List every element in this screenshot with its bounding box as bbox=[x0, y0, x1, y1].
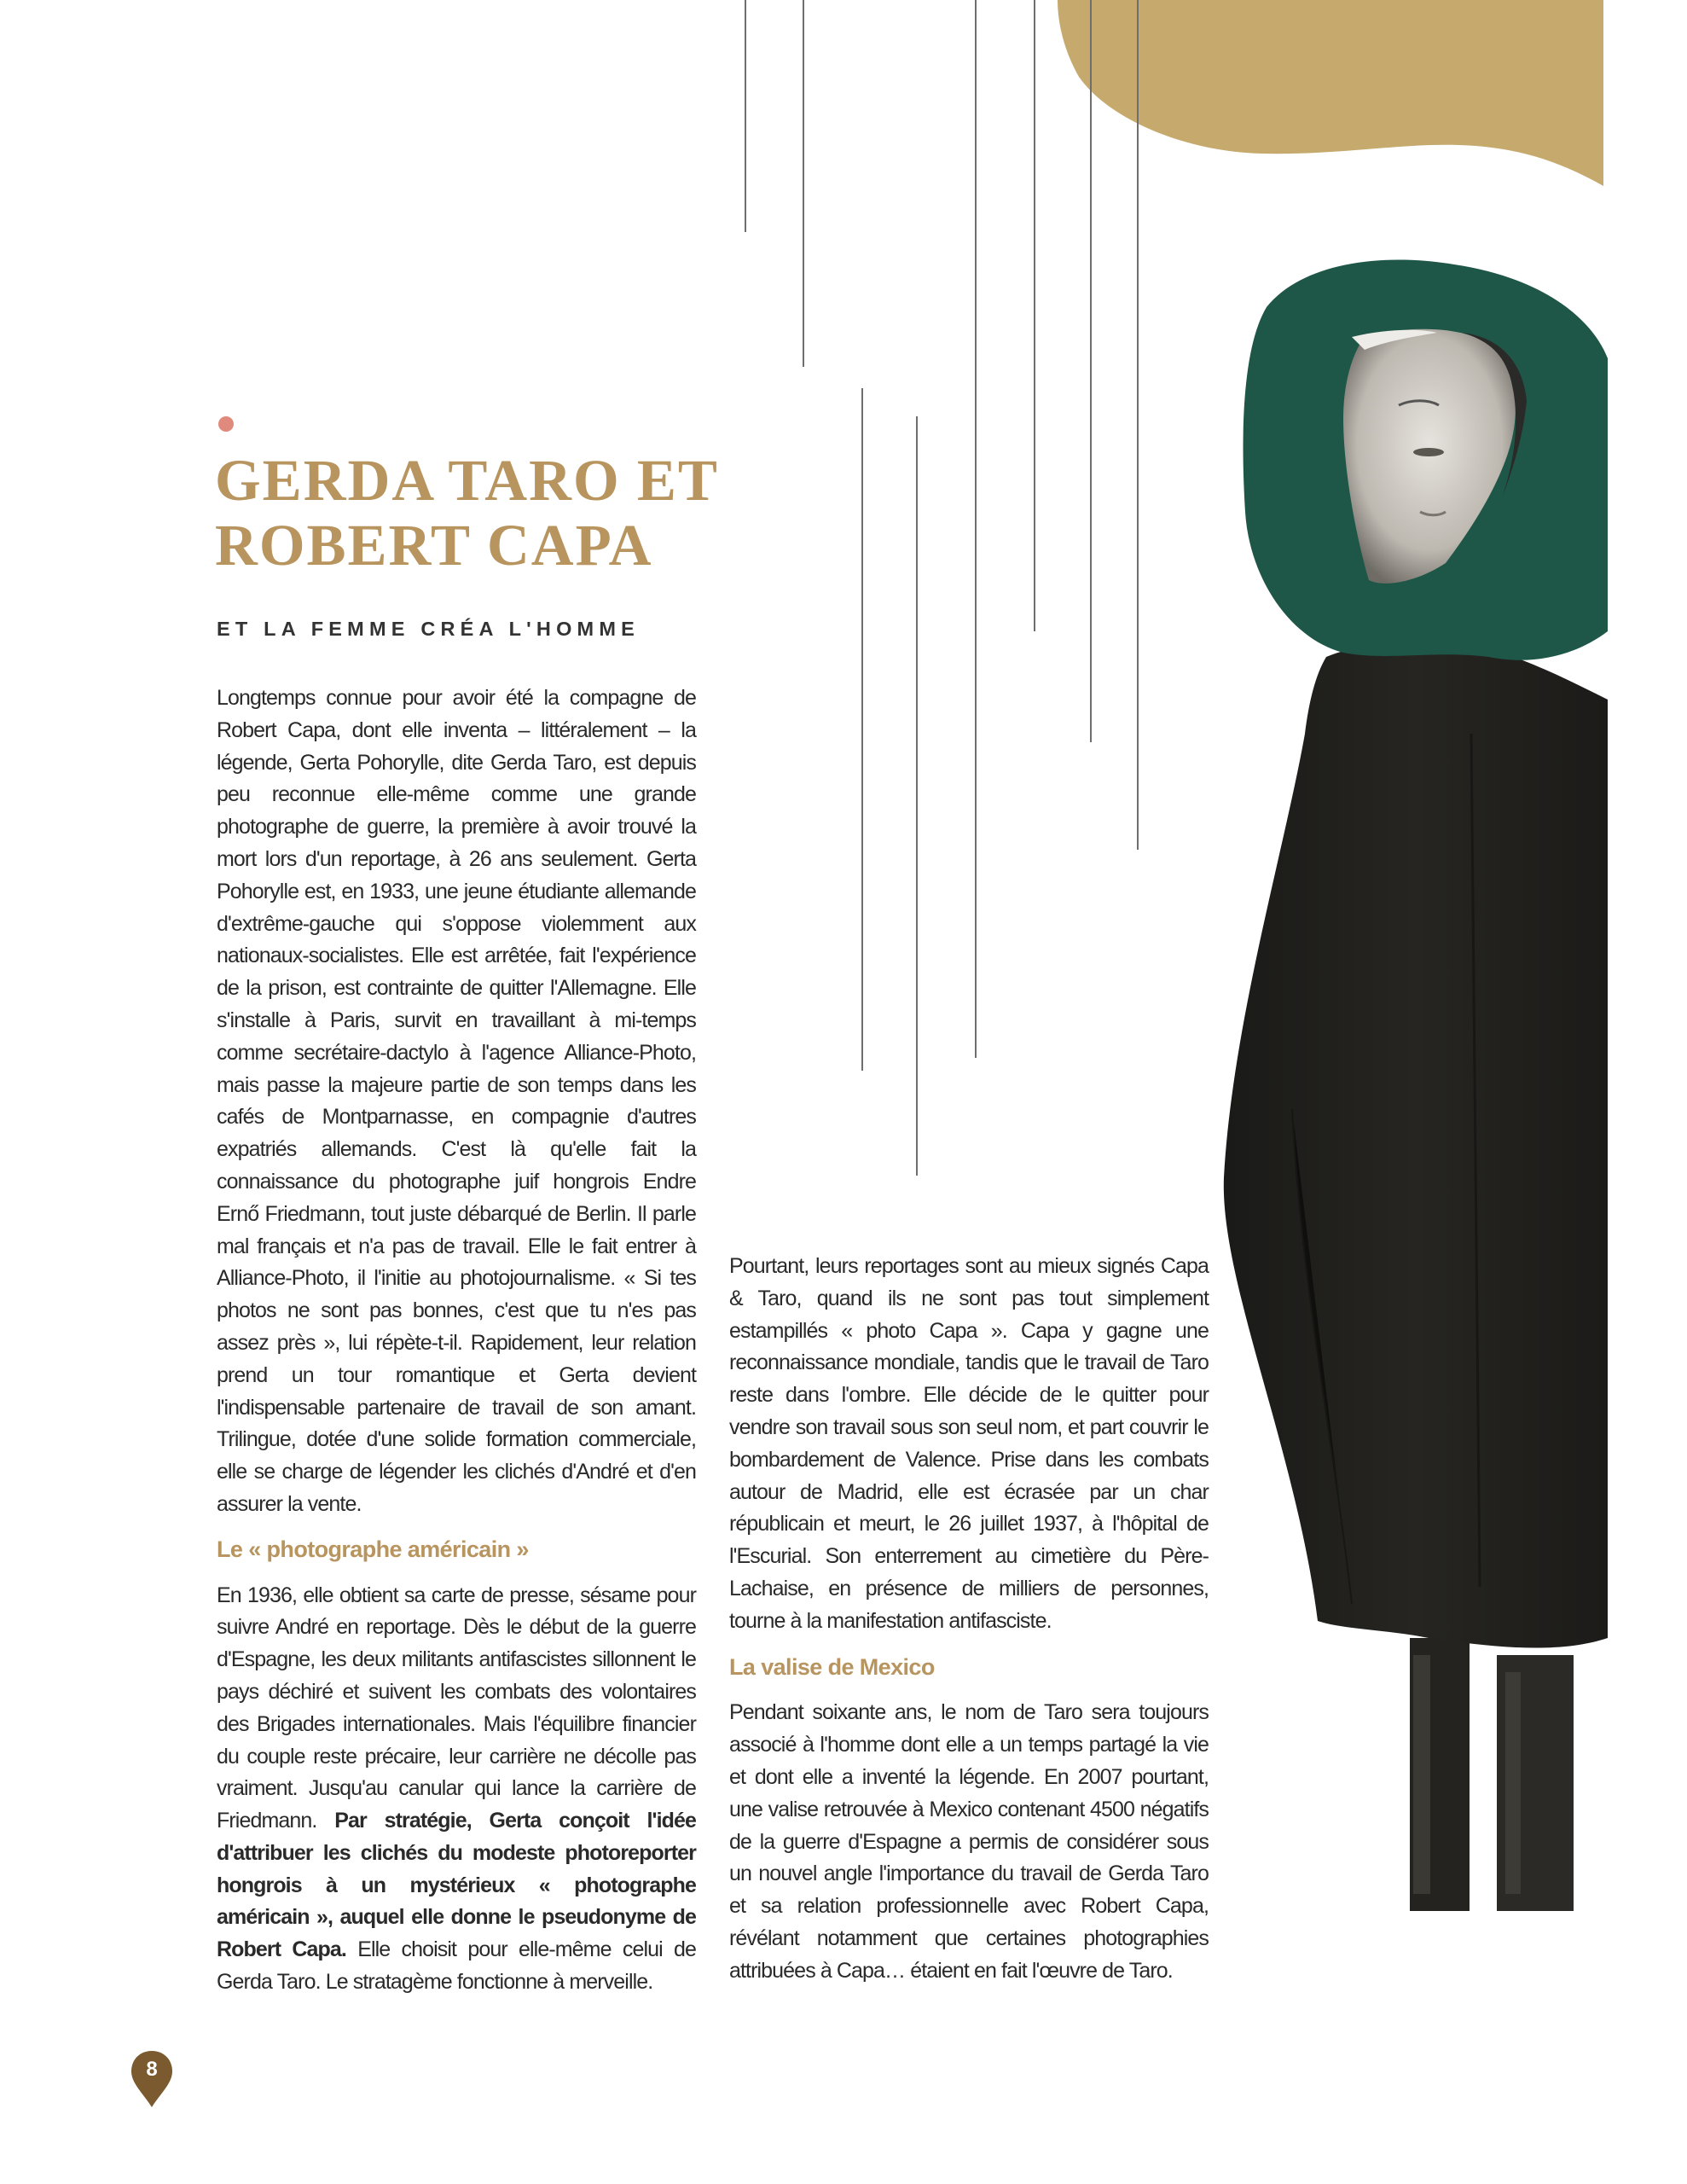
bold-text: Par stratégie, Gerta conçoit l'idée d'attribuer les clichés du modeste photoreporter hongrois à un mystérieux « photographe américain », auquel elle donne le pseudonyme de Robert Capa. bbox=[217, 1809, 696, 1962]
body-paragraph: Pourtant, leurs reportages sont au mieux signés Capa & Taro, quand ils ne sont pas tout simplement estampillés « photo Capa ». Capa y gagne une reconnaissance mondiale, tandis que le travail de Taro reste dans l'ombre. Elle décide de le quitter pour vendre son travail sous son seul nom, et part couvrir le bombardement de Valence. Prise dans les combats autour de Madrid, elle est écrasée par un char républicain et meurt, le 26 juillet 1937, à l'hôpital de l'Escurial. Son enterrement au cimetière du Père-Lachaise, en présence de milliers de personnes, tourne à la manifestation antifasciste. bbox=[729, 1254, 1209, 1633]
text-column-left bbox=[217, 682, 696, 1999]
title-line-1: GERDA TARO ET bbox=[215, 448, 719, 513]
text-column-right bbox=[729, 1251, 1209, 1988]
article-title bbox=[215, 448, 812, 578]
gerda-taro-photo bbox=[1215, 256, 1608, 1928]
decorative-line bbox=[1137, 0, 1139, 850]
page-number-marker bbox=[130, 2049, 174, 2109]
decorative-line bbox=[803, 0, 804, 367]
decorative-line bbox=[745, 0, 746, 232]
paragraph-text: En 1936, elle obtient sa carte de presse, sésame pour suivre André en reportage. Dès le début de la guerre d'Espagne, les deux militants antifascistes sillonnent le pays déchiré et suivent les combats des volontaires des Brigades internationales. Mais l'équilibre financier du couple reste précaire, leur carrière ne décolle pas vraiment. Jusqu'au canular qui lance la carrière de Friedmann. bbox=[217, 1583, 696, 1833]
paragraph-text: Elle choisit pour elle-même celui de Gerda Taro. Le stratagème fonctionne à merveille. bbox=[217, 1937, 697, 1995]
section-heading: Le « photographe américain » bbox=[217, 1536, 529, 1562]
decorative-line bbox=[1090, 0, 1092, 742]
body-paragraph: Pendant soixante ans, le nom de Taro sera toujours associé à l'homme dont elle a un temps partagé la vie et dont elle a inventé la légende. En 2007 pourtant, une valise retrouvée à Mexico contenant 4500 négatifs de la guerre d'Espagne a permis de considérer sous un nouvel angle l'importance du travail de Gerda Taro et sa relation professionnelle avec Robert Capa, révélant notamment que certaines photographies attribuées à Capa… étaient en fait l'œuvre de Taro. bbox=[729, 1700, 1209, 1983]
decorative-gold-shape bbox=[1058, 0, 1603, 186]
body-paragraph: Longtemps connue pour avoir été la compagne de Robert Capa, dont elle inventa – littéralement – la légende, Gerta Pohorylle, dite Gerda Taro, est depuis peu reconnue elle-même comme une grande photographe de guerre, la première à avoir trouvé la mort lors d'un reportage, à 26 ans seulement. Gerta Pohorylle est, en 1933, une jeune étudiante allemande d'extrême-gauche qui s'oppose violemment aux nationaux-socialistes. Elle est arrêtée, fait l'expérience de la prison, est contrainte de quitter l'Allemagne. Elle s'installe à Paris, survit en travaillant à mi-temps comme secrétaire-dactylo à l'agence Alliance-Photo, mais passe la majeure partie de son temps dans les cafés de Montparnasse, en compagnie d'autres expatriés allemands. C'est là qu'elle fait la connaissance du photographe juif hongrois Endre Ernő Friedmann, tout juste débarqué de Berlin. Il parle mal français et n'a pas de travail. Elle le fait entrer à Alliance-Photo, il l'initie au photojournalisme. « Si tes photos ne sont pas bonnes, c'est que tu n'es pas assez près », lui répète-t-il. Rapidement, leur relation prend un tour romantique et Gerta devient l'indispensable partenaire de travail de son amant. Trilingue, dotée d'une solide formation commerciale, elle se charge de légender les clichés d'André et d'en assurer la vente. bbox=[217, 686, 696, 1516]
decorative-line bbox=[1034, 0, 1035, 631]
page-number: 8 bbox=[146, 2058, 158, 2081]
body-paragraph bbox=[217, 1580, 696, 1999]
section-heading: La valise de Mexico bbox=[729, 1653, 935, 1680]
decorative-line bbox=[861, 388, 863, 1071]
decorative-line bbox=[916, 416, 918, 1176]
accent-dot bbox=[218, 416, 234, 432]
title-line-2: ROBERT CAPA bbox=[215, 513, 653, 578]
decorative-line bbox=[975, 0, 977, 1058]
article-subtitle: ET LA FEMME CRÉA L'HOMME bbox=[217, 618, 640, 640]
